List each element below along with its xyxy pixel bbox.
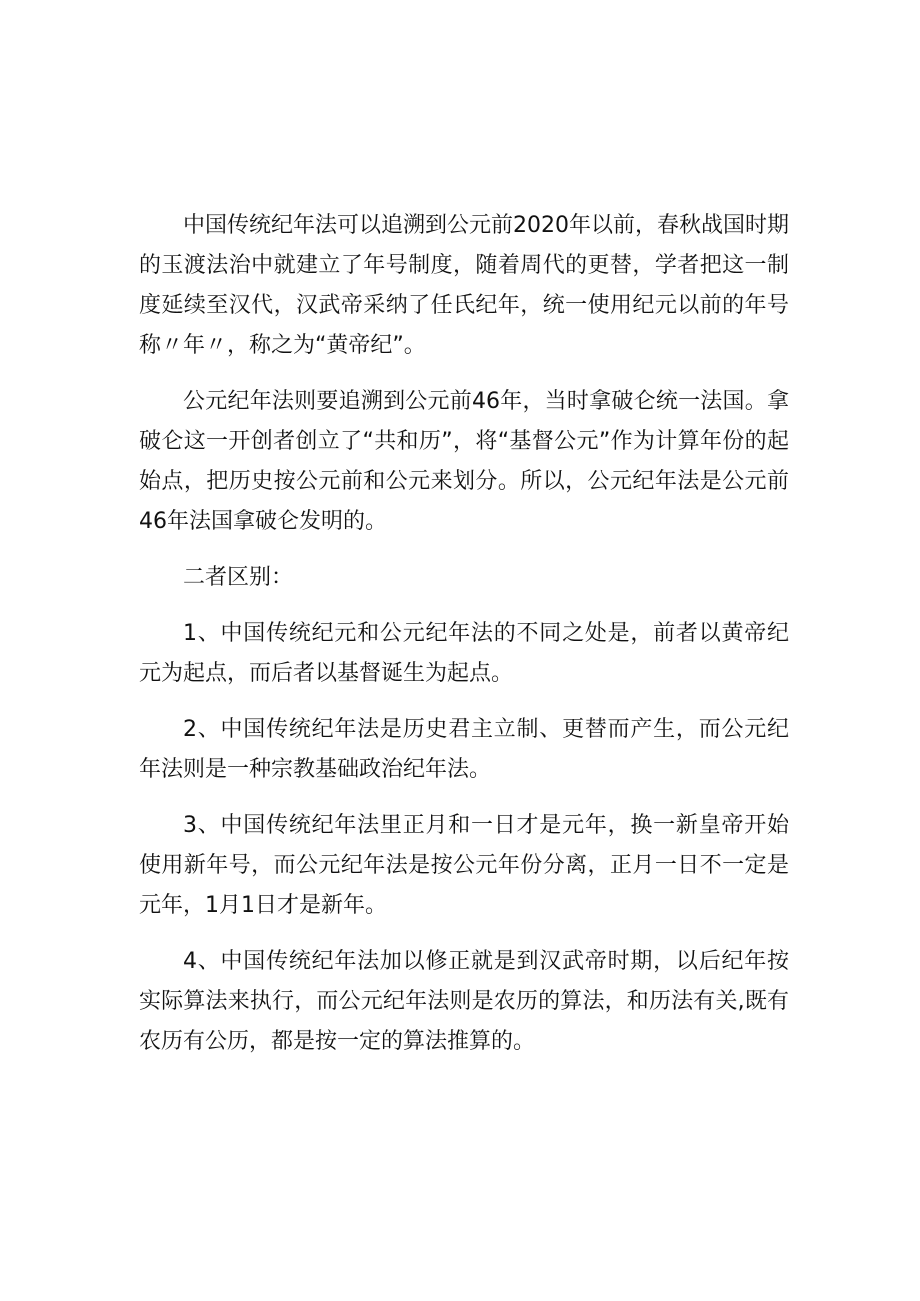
list-item-difference-4: 4、中国传统纪年法加以修正就是到汉武帝时期，以后纪年按实际算法来执行，而公元纪年法则是农历的算法，和历法有关,既有农历有公历，都是按一定的算法推算的。 (139, 949, 789, 1054)
document-body (139, 206, 789, 1078)
list-item-difference-2: 2、中国传统纪年法是历史君主立制、更替而产生，而公元纪年法则是一种宗教基础政治纪年法。 (139, 717, 789, 782)
list-item-difference-3: 3、中国传统纪年法里正月和一日才是元年，换一新皇帝开始使用新年号，而公元纪年法是按公元年份分离，正月一日不一定是元年，1月1日才是新年。 (139, 813, 789, 918)
paragraph-chinese-calendar: 中国传统纪年法可以追溯到公元前2020年以前，春秋战国时期的玉渡法治中就建立了年号制度，随着周代的更替，学者把这一制度延续至汉代，汉武帝采纳了任氏纪年，统一使用纪元以前的年号称〃年〃，称之为“黄帝纪”。 (139, 213, 789, 358)
list-item-difference-1: 1、中国传统纪元和公元纪年法的不同之处是，前者以黄帝纪元为起点，而后者以基督诞生为起点。 (139, 621, 789, 686)
paragraph-gregorian-calendar: 公元纪年法则要追溯到公元前46年，当时拿破仑统一法国。拿破仑这一开创者创立了“共和历”，将“基督公元”作为计算年份的起始点，把历史按公元前和公元来划分。所以，公元纪年法是公元前46年法国拿破仑发明的。 (139, 389, 789, 534)
section-heading-differences: 二者区别： (183, 565, 294, 590)
